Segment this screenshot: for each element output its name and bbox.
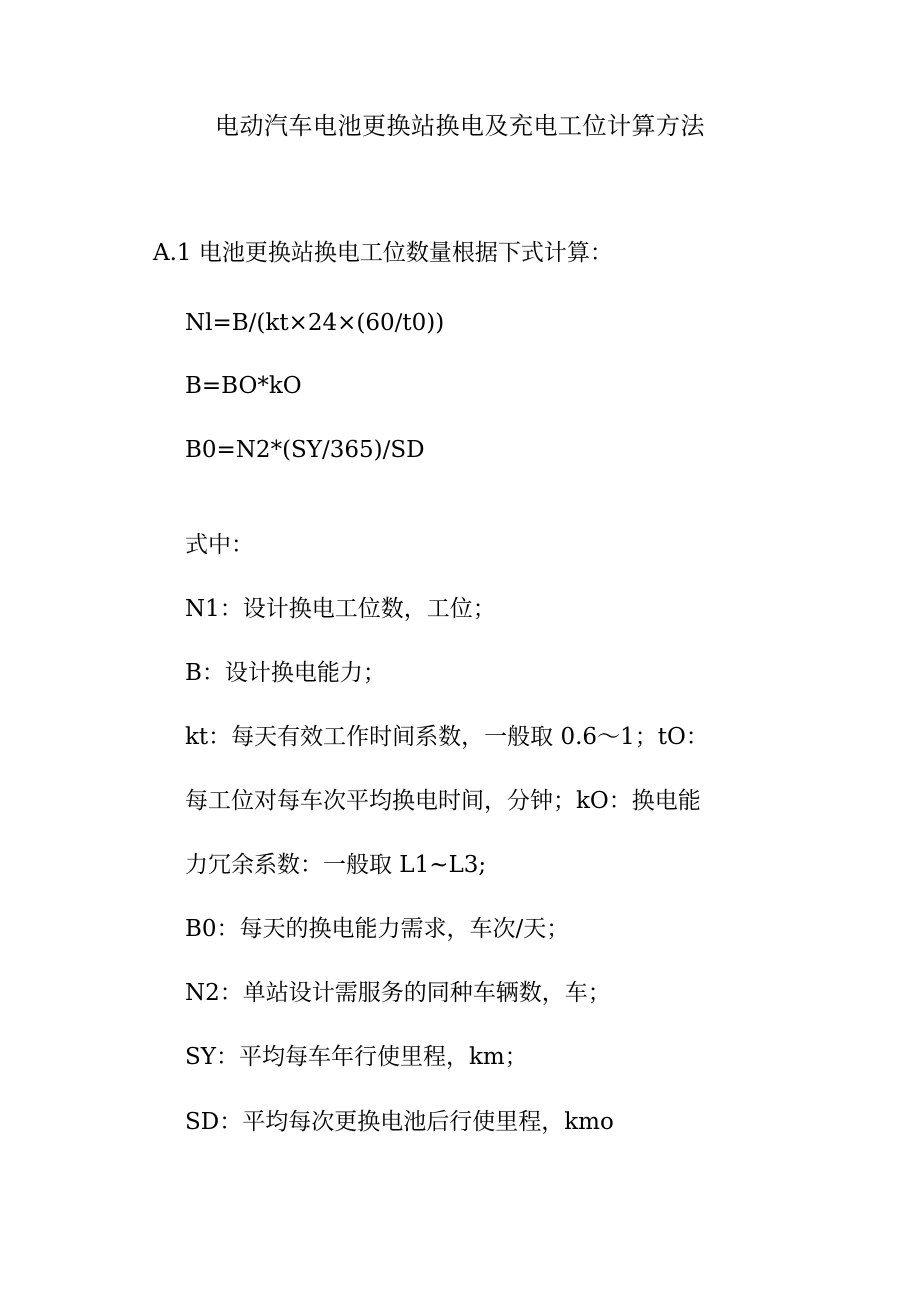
- definition-line: N1：设计换电工位数，工位；: [185, 596, 496, 622]
- definition-line: SD：平均每次更换电池后行使里程，kmo: [185, 1109, 614, 1135]
- formula-line: B=BO*kO: [185, 373, 302, 399]
- document-title: 电动汽车电池更换站换电及充电工位计算方法: [215, 112, 705, 140]
- definition-line: N2：单站设计需服务的同种车辆数，车；: [185, 980, 611, 1006]
- definition-line: SY：平均每车年行使里程，km；: [185, 1044, 528, 1070]
- formula-line: B0=N2*(SY∕365)∕SD: [185, 437, 425, 463]
- formula-line: Nl=B∕(kt×24×(60∕t0)): [185, 310, 445, 336]
- where-label: 式中：: [185, 532, 254, 558]
- definition-line: B0：每天的换电能力需求，车次/天；: [185, 916, 570, 942]
- definition-line: 力冗余系数：一般取 L1~L3;: [185, 852, 487, 878]
- definition-line: B：设计换电能力；: [185, 660, 386, 686]
- definition-line: 每工位对每车次平均换电时间，分钟；kO：换电能: [185, 788, 701, 814]
- section-heading: A.1 电池更换站换电工位数量根据下式计算：: [153, 240, 613, 266]
- definition-line: kt：每天有效工作时间系数，一般取 0.6～1；tO：: [185, 724, 709, 750]
